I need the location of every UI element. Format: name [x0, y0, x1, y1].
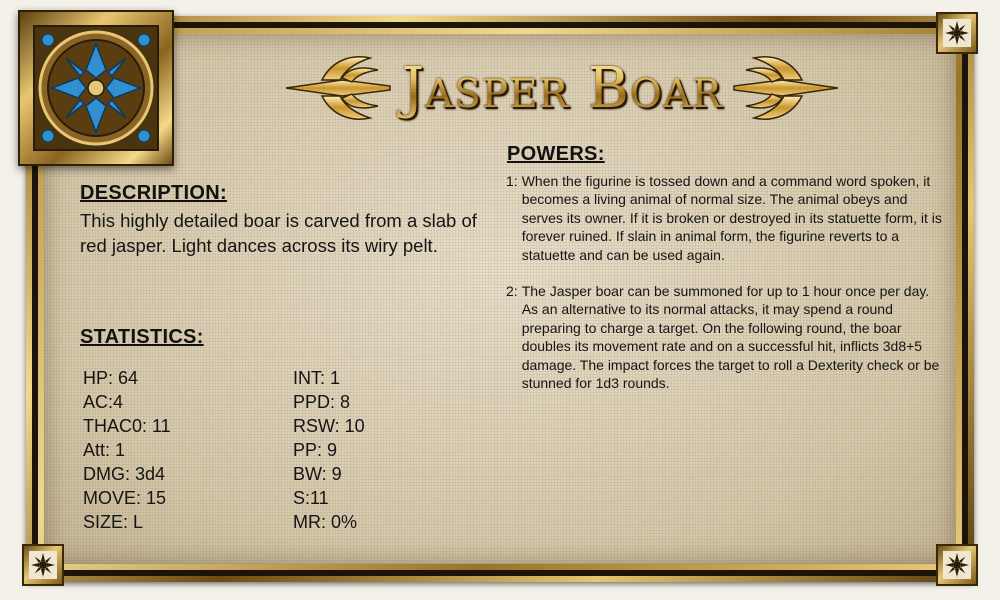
stat-ppd: PPD: 8 [293, 392, 351, 412]
sunburst-corner-icon [936, 12, 978, 54]
power-text: When the figurine is tossed down and a command word spoken, it becomes a living animal of normal size. The animal obeys and serves its owner. If it is broken or destroyed in its statuette form, it is forever ruined. If slain in animal form, the figurine reverts to a statuette and can be used again. [521, 173, 942, 263]
stat-move: MOVE: 15 [83, 488, 167, 508]
stat-ac: AC:4 [83, 392, 124, 412]
power-text: The Jasper boar can be summoned for up to 1 hour once per day. As an alternative to its normal attacks, it may spend a round preparing to charge a target. On the following round, the boar doubles its movement rate and on a successful hit, inflicts 3d8+5 damage. The impact forces the target to roll a Dexterity check or be stunned for 1d3 rounds. [521, 283, 940, 392]
power-item [506, 282, 946, 392]
stat-size: SIZE: L [83, 512, 144, 532]
description-heading: DESCRIPTION: [80, 182, 227, 204]
powers-heading: POWERS: [507, 143, 605, 165]
power-number: 1: [506, 173, 518, 189]
stat-att: Att: 1 [83, 440, 126, 460]
stat-pp: PP: 9 [293, 440, 338, 460]
stat-s: S:11 [293, 488, 329, 508]
stats-column-right [293, 366, 365, 534]
stats-column-left [83, 366, 171, 534]
sunburst-corner-icon [936, 544, 978, 586]
stat-mr: MR: 0% [293, 512, 358, 532]
statistics-heading: STATISTICS: [80, 326, 204, 348]
sunburst-corner-icon [22, 544, 64, 586]
gold-flourish-icon [730, 50, 842, 126]
power-number: 2: [506, 283, 518, 300]
stat-thac0: THAC0: 11 [83, 416, 171, 436]
stat-hp: HP: 64 [83, 368, 139, 388]
card-title: Jasper Boar [392, 54, 732, 124]
description-text: This highly detailed boar is carved from a slab of red jasper. Light dances across its wiry pelt. [80, 210, 477, 256]
card-title-banner [282, 44, 842, 134]
powers-list [506, 172, 946, 392]
stat-int: INT: 1 [293, 368, 341, 388]
stat-dmg: DMG: 3d4 [83, 464, 166, 484]
power-item [506, 172, 946, 264]
compass-rose-emblem-icon [18, 10, 174, 166]
stat-rsw: RSW: 10 [293, 416, 365, 436]
gold-flourish-icon [282, 50, 394, 126]
stat-bw: BW: 9 [293, 464, 342, 484]
